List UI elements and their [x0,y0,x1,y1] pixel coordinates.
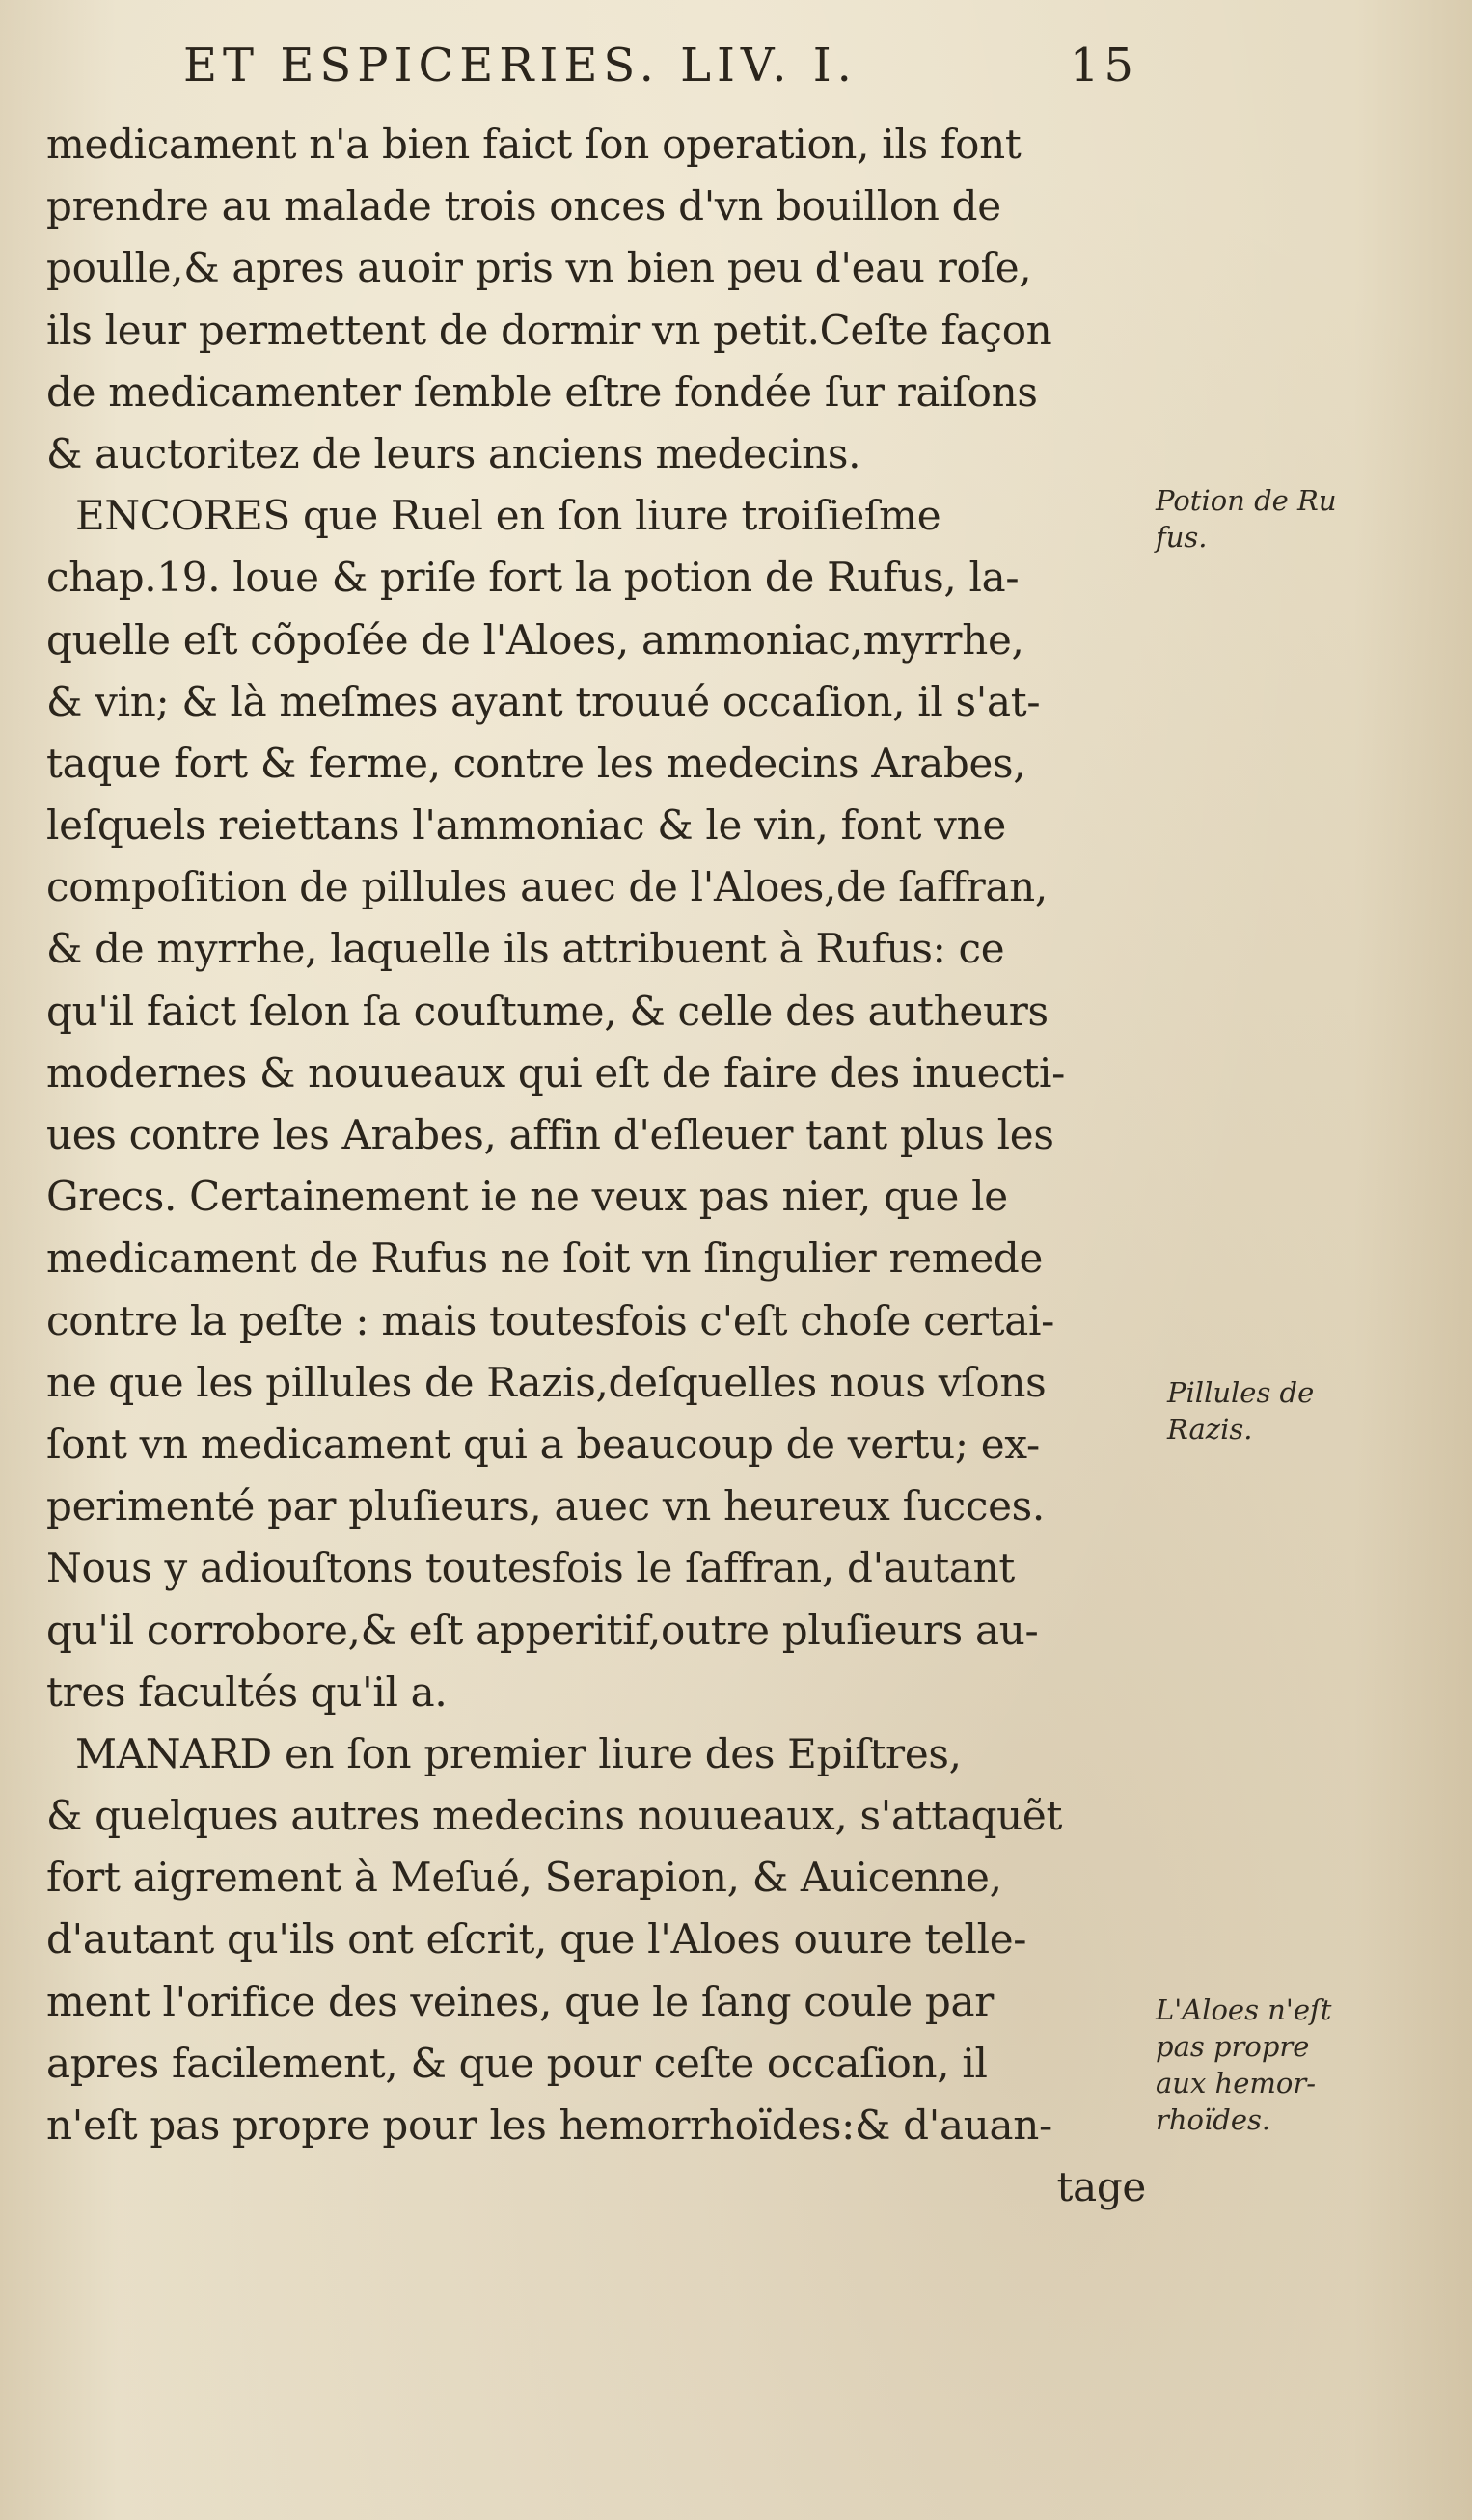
text-line: ues contre les Arabes, affin d'eſleuer tant plus les [46,1111,1054,1158]
margin-note-line: pas propre [1156,2030,1310,2063]
margin-note-rufus [1156,482,1337,555]
text-line: Nous y adiouſtons toutesfois le ſaffran, d'autant [46,1544,1015,1592]
text-line: taque fort & ferme, contre les medecins Arabes, [46,739,1026,787]
text-line: ſont vn medicament qui a beaucoup de vertu; ex- [46,1420,1040,1468]
text-line: medicament de Rufus ne ſoit vn ſingulier remede [46,1234,1044,1283]
text-line: leſquels reiettans l'ammoniac & le vin, font vne [46,801,1006,850]
text-line: prendre au malade trois onces d'vn bouillon de [46,182,1001,230]
margin-note-aloes [1156,1992,1331,2138]
page-number: 15 [1069,39,1138,93]
margin-note-line: Pillules de [1167,1376,1315,1409]
text-line: apres facilement, & que pour ceſte occaſion, il [46,2039,988,2087]
margin-note-line: aux hemor- [1156,2067,1316,2100]
margin-note-line: fus. [1156,521,1208,554]
text-line: modernes & nouueaux qui eſt de faire des inuecti- [46,1048,1065,1097]
margin-note-line: Potion de Ru [1156,484,1337,517]
text-line: Grecs. Certainement ie ne veux pas nier, que le [46,1173,1008,1221]
margin-note-line: Razis. [1167,1413,1253,1446]
text-line: & de myrrhe, laquelle ils attribuent à Rufus: ce [46,925,1005,973]
text-line: & vin; & là meſmes ayant trouué occaſion, il s'at- [46,677,1041,725]
text-line: quelle eſt cõpoſée de l'Aloes, ammoniac,myrrhe, [46,615,1024,664]
text-line: fort aigrement à Meſué, Serapion, & Auicenne, [46,1854,1002,1902]
text-line: tres facultés qu'il a. [46,1667,448,1716]
margin-note-razis [1167,1374,1314,1448]
text-line: de medicamenter ſemble eſtre fondée ſur raiſons [46,367,1038,416]
text-line: qu'il faict ſelon ſa couſtume, & celle des autheurs [46,987,1049,1035]
margin-note-line: L'Aloes n'eſt [1156,1993,1332,2026]
running-head-title: ET ESPICERIES. LIV. I. [183,39,858,93]
body-text [46,114,1156,2218]
text-line: contre la peſte : mais toutesfois c'eſt choſe certai- [46,1296,1054,1344]
text-line: ils leur permettent de dormir vn petit.Ceſte façon [46,306,1052,354]
catchword: tage [1056,2163,1146,2211]
text-line: & quelques autres medecins nouueaux, s'attaquẽt [46,1792,1063,1840]
running-head [183,39,1158,106]
paragraph-start-line: ENCORES que Ruel en ſon liure troiſieſme [75,492,941,540]
text-line: ment l'orifice des veines, que le ſang coule par [46,1977,995,2025]
text-line: medicament n'a bien faict ſon operation, ils font [46,121,1022,168]
text-line: qu'il corrobore,& eſt apperitif,outre pluſieurs au- [46,1606,1039,1654]
text-line: compoſition de pillules auec de l'Aloes,de ſaffran, [46,863,1048,911]
text-line: & auctoritez de leurs anciens medecins. [46,429,861,477]
text-line: poulle,& apres auoir pris vn bien peu d'eau roſe, [46,244,1032,292]
text-line: n'eſt pas propre pour les hemorrhoïdes:& d'auan- [46,2101,1052,2149]
text-line: chap.19. loue & priſe fort la potion de Rufus, la- [46,554,1020,602]
text-line: d'autant qu'ils ont eſcrit, que l'Aloes ouure telle- [46,1915,1027,1964]
text-line: ne que les pillules de Razis,deſquelles nous vſons [46,1358,1047,1406]
paragraph-start-line: MANARD en ſon premier liure des Epiſtres, [75,1729,962,1777]
text-line: perimenté par pluſieurs, auec vn heureux ſucces. [46,1482,1045,1531]
margin-note-line: rhoïdes. [1156,2103,1271,2136]
